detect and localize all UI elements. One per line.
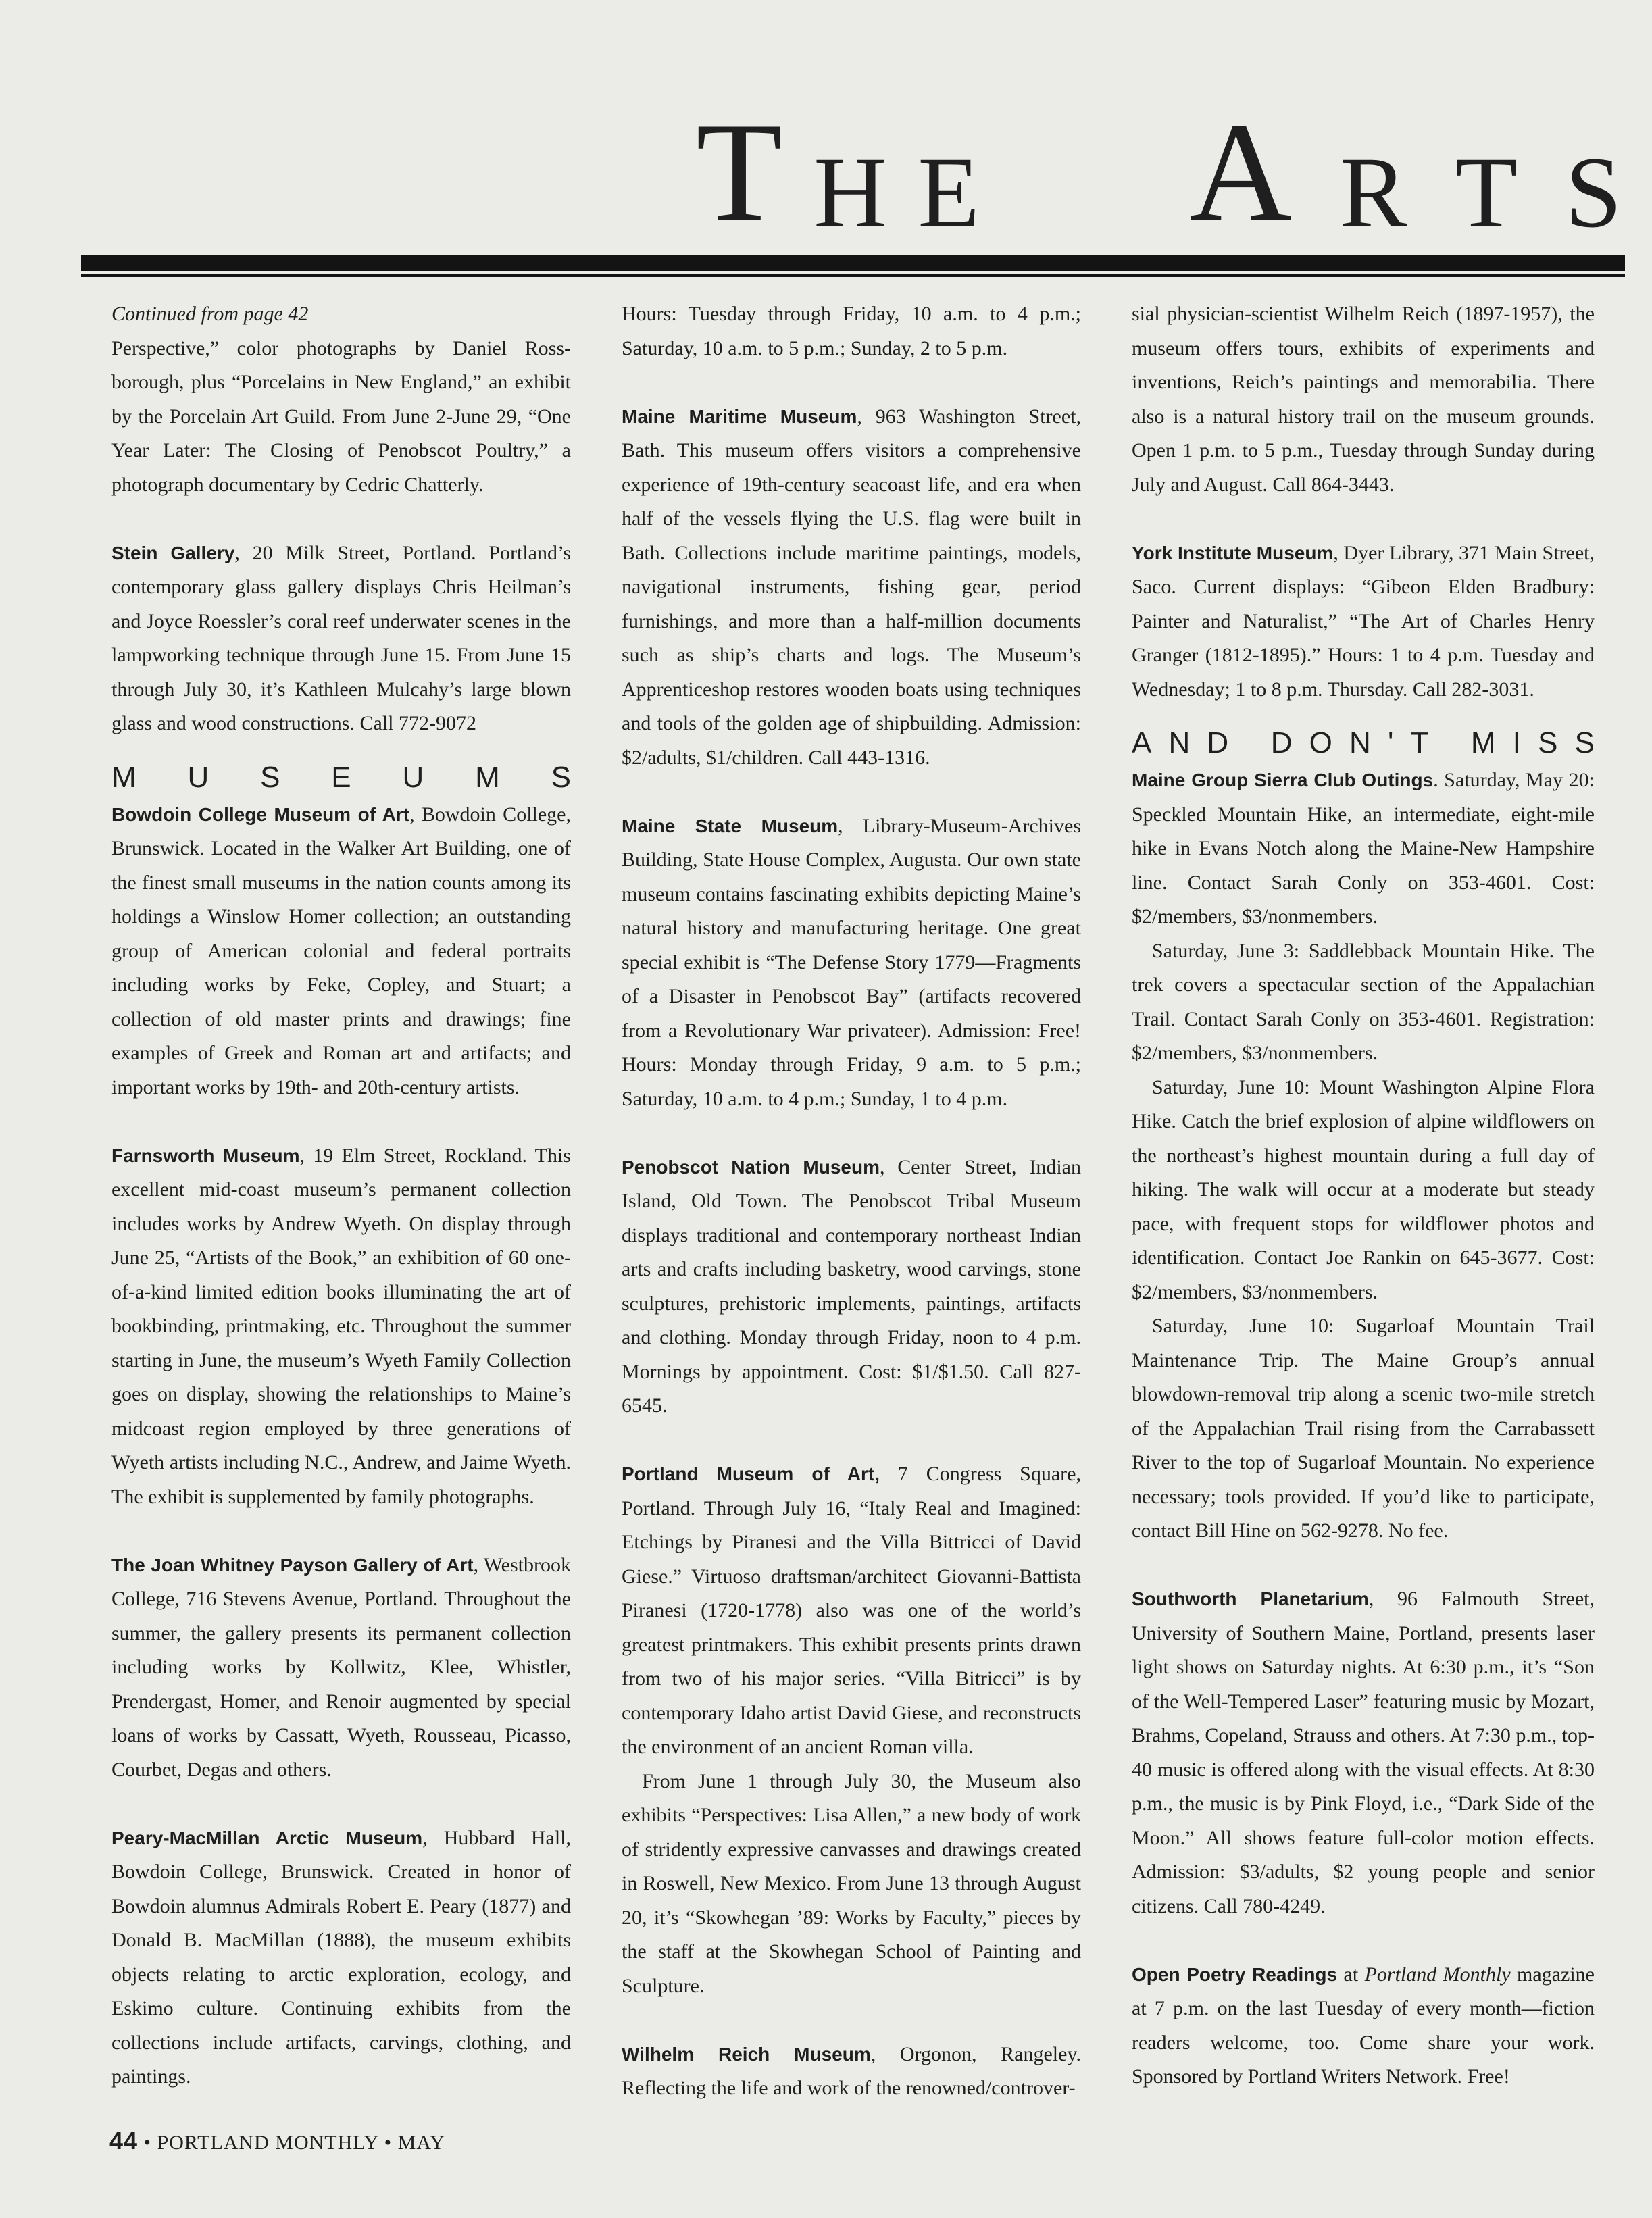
heading-letter: ' xyxy=(1387,726,1394,759)
heading-letter xyxy=(1446,723,1454,763)
heading-letter: E xyxy=(331,760,351,794)
listing-payson-gallery: The Joan Whitney Payson Gallery of Art, Westbrook College, 716 Stevens Avenue, Portland. Throughout the summer, the gallery presents its permanent collection including works by Kollwitz, Klee, Whistler, Prendergast, Homer, and Renoir augmented by special loans of works by Cassatt, Wyeth, Rousseau, Picasso, Courbet, Degas and others. xyxy=(111,1553,571,1781)
listing-sierra-club: Maine Group Sierra Club Outings. Saturday, May 20: Speckled Mountain Hike, an intermediate, eight-mile hike in Evans Notch along the Maine-New Hampshire line. Contact Sarah Conly on 353-4601. Cost: $2/members, $3/nonmembers. xyxy=(1132,769,1595,928)
heading-letter: O xyxy=(1309,726,1332,759)
heading-letter: U xyxy=(187,760,209,794)
listing-bowdoin-museum: Bowdoin College Museum of Art, Bowdoin College, Brunswick. Located in the Walker Art Building, one of the finest small museums in the nation counts among its holdings a Winslow Homer collection; an outstanding group of American colonial and federal portraits including works by Feke, Copley, and Stuart; a collection of old master prints and drawings; fine examples of Greek and Roman art and artifacts; and important works by 19th- and 20th-century artists. xyxy=(111,803,571,1099)
paragraph: From June 1 through July 30, the Museum also exhibits “Perspectives: Lisa Allen,” a new body of work of stridently expressive canvasses and drawings created in Roswell, New Mexico. From June 13 through August 20, it’s “Skowhegan ’89: Works by Faculty,” pieces by the staff at the Skowhegan School of Painting and Sculpture. xyxy=(622,1769,1081,1997)
heading-letter: S xyxy=(1574,726,1595,759)
section-heading-museums xyxy=(111,757,571,798)
paragraph: Saturday, June 3: Saddlebback Mountain Hike. The trek covers a spectacular section of the Appalachian Trail. Contact Sarah Conly on 353-4601. Registration: $2/members, $3/nonmembers. xyxy=(1132,939,1595,1064)
listing-york-institute: York Institute Museum, Dyer Library, 371 Main Street, Saco. Current displays: “Gibeon Elden Bradbury: Painter and Naturalist,” “The Art of Charles Henry Granger (1812-1895).” Hours: 1 to 4 p.m. Tuesday and Wednesday; 1 to 8 p.m. Thursday. Call 282-3031. xyxy=(1132,541,1595,701)
paragraph: sial physician-scientist Wilhelm Reich (1897-1957), the museum offers tours, exhibits of experiments and inventions, Reich’s paintings and memorabilia. There also is a natural history trail on the museum grounds. Open 1 p.m. to 5 p.m., Tuesday through Sunday during July and August. Call 864-3443. xyxy=(1132,303,1595,496)
heading-letter: T xyxy=(1410,726,1429,759)
heading-letter: A xyxy=(1132,726,1152,759)
heading-letter xyxy=(1245,723,1253,763)
title-letter: E xyxy=(918,136,980,249)
listing-penobscot-nation: Penobscot Nation Museum, Center Street, Indian Island, Old Town. The Penobscot Tribal Museum displays traditional and contemporary northeast Indian arts and crafts including basketry, wood carvings, stone sculptures, prehistoric implements, paintings, artifacts and clothing. Monday through Friday, noon to 4 p.m. Mornings by appointment. Cost: $1/$1.50. Call 827-6545. xyxy=(622,1155,1081,1417)
publication-name: PORTLAND MONTHLY xyxy=(157,2132,379,2154)
listing-portland-museum-of-art: Portland Museum of Art, 7 Congress Square, Portland. Through July 16, “Italy Real and Imagined: Etchings by Piranesi and the Villa Bittricci of David Giese.” Virtuoso draftsman/architect Giovanni-Battista Piranesi (1720-1778) also was one of the world’s greatest printmakers. This exhibit presents prints drawn from two of his major series. “Villa Bitricci” is by contemporary Idaho artist David Giese, and reconstructs the environment of an ancient Roman villa. xyxy=(622,1463,1081,1758)
title-letter: T xyxy=(1455,136,1518,249)
paragraph: Saturday, June 10: Sugarloaf Mountain Trail Maintenance Trip. The Maine Group’s annual blowdown-removal trip along a scenic two-mile stretch of the Appalachian Trail rising from the Carrabassett River to the top of Sugarloaf Mountain. No experience necessary; tools provided. If you’d like to participate, contact Bill Hine on 562-9278. No fee. xyxy=(1132,1315,1595,1542)
title-the xyxy=(696,94,980,251)
heading-letter: U xyxy=(402,760,424,794)
title-letter: H xyxy=(814,136,887,249)
heading-letter: N xyxy=(1168,726,1191,759)
header-rule xyxy=(81,255,1625,277)
listing-maine-maritime: Maine Maritime Museum, 963 Washington Street, Bath. This museum offers visitors a comprehensive experience of 19th-century seacoast life, and era when half of the vessels flying the U.S. flag were built in Bath. Collections include maritime paintings, models, navigational instruments, fishing gear, period furnishings, and more than a half-million documents such as ship’s charts and logs. The Museum’s Apprenticeshop restores wooden boats using techniques and tools of the golden age of shipbuilding. Admission: $2/adults, $1/children. Call 443-1316. xyxy=(622,405,1081,769)
paragraph: Saturday, June 10: Mount Washington Alpine Flora Hike. Catch the brief explosion of alpine wildflowers on the northeast’s highest mountain during a full day of hiking. The walk will occur at a moderate but steady pace, with frequent stops for wildflower photos and identification. Contact Joe Rankin on 645-3677. Cost: $2/members, $3/nonmembers. xyxy=(1132,1076,1595,1303)
page-title xyxy=(696,94,1622,251)
footer-separator: • xyxy=(384,2132,393,2154)
section-heading-dont-miss xyxy=(1132,723,1595,763)
listing-peary-macmillan: Peary-MacMillan Arctic Museum, Hubbard Hall, Bowdoin College, Brunswick. Created in honor of Bowdoin alumnus Admirals Robert E. Peary (1877) and Donald B. MacMillan (1888), the museum exhibits objects relating to arctic exploration, ecology, and Eskimo culture. Continuing exhibits from the collections include artifacts, carvings, clothing, and paintings. xyxy=(111,1826,571,2088)
listing-stein-gallery: Stein Gallery, 20 Milk Street, Portland. Portland’s contemporary glass gallery displays Chris Heilman’s and Joyce Roessler’s coral reef underwater scenes in the lampworking technique through June 15. From June 15 through July 30, it’s Kathleen Mulcahy’s large blown glass and wood constructions. Call 772-9072 xyxy=(111,541,572,734)
listing-southworth-planetarium: Southworth Planetarium, 96 Falmouth Street, University of Southern Maine, Portland, presents laser light shows on Saturday nights. At 6:30 p.m., it’s “Son of the Well-Tempered Laser” featuring music by Mozart, Brahms, Copeland, Strauss and others. At 7:30 p.m., top-40 music is offered along with the visual effects. At 8:30 p.m., the music is by Pink Floyd, i.e., “Dark Side of the Moon.” All shows feature full-color motion effects. Admission: $3/adults, $2 young people and senior citizens. Call 780-4249. xyxy=(1132,1588,1595,1917)
column-2 xyxy=(622,297,1081,2106)
heading-letter: S xyxy=(260,760,280,794)
heading-letter: I xyxy=(1512,726,1521,759)
heading-letter: S xyxy=(551,760,571,794)
heading-letter: M xyxy=(111,760,136,794)
title-letter: R xyxy=(1339,136,1407,249)
column-1 xyxy=(111,297,571,2094)
paragraph: Perspective,” color photographs by Daniel Ross-borough, plus “Porcelains in New England,” an exhibit by the Porcelain Art Guild. From June 2-June 29, “One Year Later: The Closing of Penobscot Poultry,” a photograph documentary by Cedric Chatterly. xyxy=(111,336,571,496)
heading-letter: M xyxy=(475,760,500,794)
issue-month: MAY xyxy=(397,2132,445,2154)
listing-farnsworth-museum: Farnsworth Museum, 19 Elm Street, Rockland. This excellent mid-coast museum’s permanent collection includes works by Andrew Wyeth. On display through June 25, “Artists of the Book,” an exhibition of 60 one-of-a-kind limited edition books illuminating the art of bookbinding, printmaking, etc. Throughout the summer starting in June, the museum’s Wyeth Family Collection goes on display, showing the relationships to Maine’s midcoast region employed by three generations of Wyeth artists including N.C., Andrew, and Jaime Wyeth. The exhibit is supplemented by family photographs. xyxy=(111,1144,571,1508)
continued-note: Continued from page 42 xyxy=(111,303,309,325)
listing-open-poetry: Open Poetry Readings at Portland Monthly magazine at 7 p.m. on the last Tuesday of every month—fiction readers welcome, too. Come share your work. Sponsored by Portland Writers Network. Free! xyxy=(1132,1963,1595,2088)
heading-letter: S xyxy=(1538,726,1558,759)
listing-maine-state-museum: Maine State Museum, Library-Museum-Archives Building, State House Complex, Augusta. Our own state museum contains fascinating exhibits depicting Maine’s natural history and manufacturing heritage. One great special exhibit is “The Defense Story 1779—Fragments of a Disaster in Penobscot Bay” (artifacts recovered from a Revolutionary War privateer). Admission: Free! Hours: Monday through Friday, 9 a.m. to 5 p.m.; Saturday, 10 a.m. to 4 p.m.; Sunday, 1 to 4 p.m. xyxy=(622,814,1082,1110)
heading-letter: M xyxy=(1470,726,1496,759)
paragraph: Hours: Tuesday through Friday, 10 a.m. to 4 p.m.; Saturday, 10 a.m. to 5 p.m.; Sunday, 2 to 5 p.m. xyxy=(622,303,1081,359)
page-number: 44 xyxy=(109,2127,139,2154)
title-letter: T xyxy=(696,94,783,251)
title-letter: S xyxy=(1565,136,1622,249)
title-arts xyxy=(1189,94,1622,251)
heading-letter: D xyxy=(1207,726,1229,759)
column-3 xyxy=(1132,297,1595,2094)
title-letter: A xyxy=(1189,94,1292,251)
footer-separator: • xyxy=(143,2132,152,2154)
heading-letter: N xyxy=(1349,726,1371,759)
listing-wilhelm-reich: Wilhelm Reich Museum, Orgonon, Rangeley. Reflecting the life and work of the renowned/controver- xyxy=(622,2042,1081,2099)
page-footer xyxy=(109,2127,445,2155)
heading-letter: D xyxy=(1270,726,1293,759)
